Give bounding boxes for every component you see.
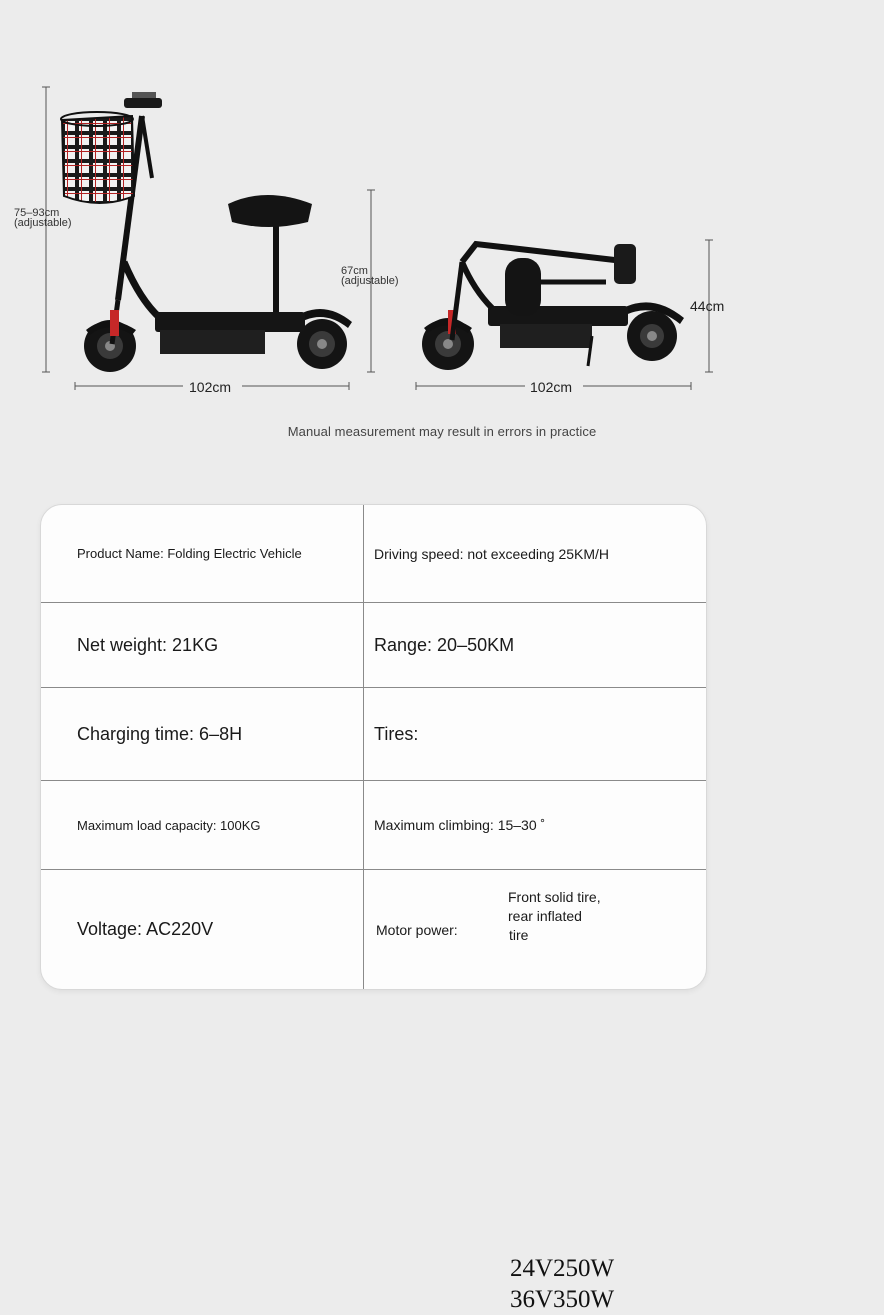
tires-value-line: Front solid tire,: [508, 889, 601, 905]
seat-height-label: 67cm (adjustable): [341, 265, 399, 287]
motor-power-line: 36V350W: [510, 1286, 615, 1313]
height-dimension-line: [42, 87, 50, 372]
unfolded-length-label: 102cm: [189, 379, 232, 395]
scooter-diagrams: [0, 0, 750, 480]
table-row: [41, 603, 706, 688]
voltage-cell: Voltage: AC220V: [77, 919, 214, 939]
product-illustration-area: [0, 0, 750, 480]
table-row: [41, 505, 706, 603]
product-name-cell: Product Name: Folding Electric Vehicle: [77, 546, 302, 561]
max-load-cell: Maximum load capacity: 100KG: [77, 817, 261, 833]
motor-power-label-cell: Motor power:: [376, 921, 458, 938]
charging-time-cell: Charging time: 6–8H: [77, 723, 243, 744]
tires-value-line: rear inflated: [508, 908, 582, 924]
measurement-disclaimer: Manual measurement may result in errors in practice: [287, 424, 597, 439]
motor-power-value: [510, 1253, 614, 1315]
table-row: [41, 870, 706, 1313]
folded-length-label: 102cm: [530, 379, 573, 395]
table-row: [41, 781, 706, 870]
tires-label-cell: Tires:: [374, 723, 419, 744]
range-cell: Range: 20–50KM: [374, 634, 515, 655]
folded-height-label: 44cm: [690, 298, 725, 314]
specifications-table: [40, 504, 707, 1313]
motor-power-line: 24V250W: [510, 1255, 615, 1282]
max-climbing-cell: Maximum climbing: 15–30 ˚: [374, 817, 546, 833]
unfolded-height-label: 75–93cm (adjustable): [14, 207, 72, 229]
tires-value-line: tire: [509, 927, 529, 943]
driving-speed-cell: Driving speed: not exceeding 25KM/H: [374, 545, 610, 562]
net-weight-cell: Net weight: 21KG: [77, 634, 219, 655]
unfolded-scooter: [61, 92, 352, 372]
folded-scooter: [422, 244, 684, 370]
